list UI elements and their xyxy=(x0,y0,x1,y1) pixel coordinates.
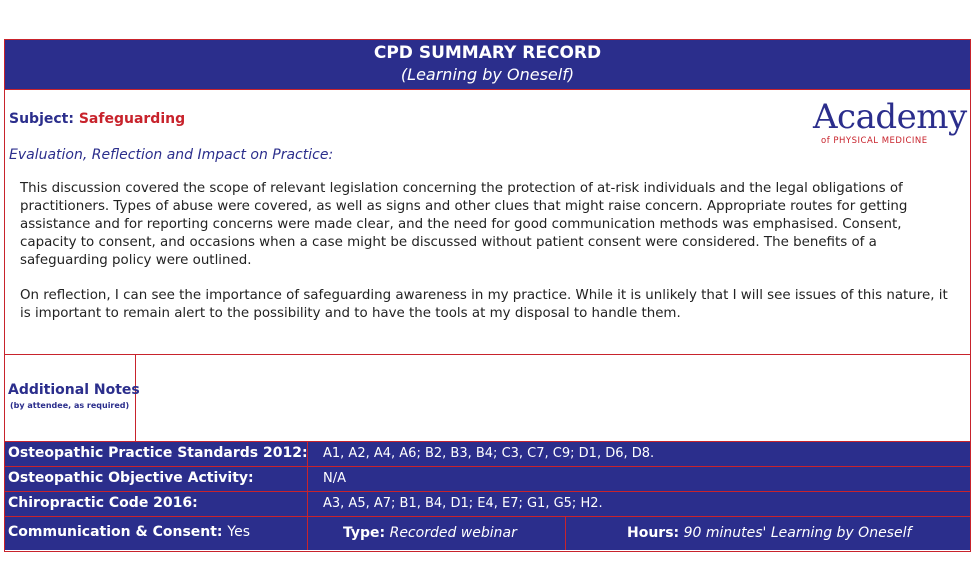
subject-line xyxy=(9,111,185,127)
type-value: Recorded webinar xyxy=(389,525,517,541)
standards-row-osteopathic-objective xyxy=(5,467,970,492)
hours-value: 90 minutes' Learning by Oneself xyxy=(683,525,912,541)
standards-label: Chiropractic Code 2016: xyxy=(8,495,198,511)
standards-value: N/A xyxy=(323,471,346,486)
hours-label: Hours: xyxy=(627,525,680,541)
logo-subtext: of PHYSICAL MEDICINE xyxy=(821,136,928,146)
additional-notes-row xyxy=(5,354,970,442)
standards-label: Osteopathic Practice Standards 2012: xyxy=(8,445,308,461)
additional-notes-field[interactable] xyxy=(136,355,970,441)
standards-row-osteopathic-practice xyxy=(5,442,970,467)
logo-word: Academy xyxy=(813,97,967,137)
hours-field xyxy=(627,525,911,541)
cpd-record xyxy=(4,39,971,552)
record-subtitle: (Learning by Oneself) xyxy=(400,65,575,84)
footer-row xyxy=(5,517,970,550)
subject-value: Safeguarding xyxy=(78,111,186,127)
record-title: CPD SUMMARY RECORD xyxy=(373,43,602,63)
subject-label: Subject: xyxy=(9,111,74,127)
type-label: Type: xyxy=(343,525,386,541)
record-header xyxy=(5,40,970,90)
standards-label: Osteopathic Objective Activity: xyxy=(8,470,254,486)
communication-consent-value: Yes xyxy=(227,524,251,540)
type-field xyxy=(343,525,517,541)
evaluation-paragraph-2: On reflection, I can see the importance of safeguarding awareness in my practice. While it is unlikely that I will see issues of this nature, it is important to remain alert to the possibility and to have the tools at my disposal to handle them. xyxy=(20,288,948,321)
standards-value: A1, A2, A4, A6; B2, B3, B4; C3, C7, C9; D1, D6, D8. xyxy=(323,446,655,461)
communication-consent-label: Communication & Consent: xyxy=(8,524,223,540)
evaluation-paragraph-1: This discussion covered the scope of relevant legislation concerning the protection of at-risk individuals and the legal obligations of practitioners. Types of abuse were covered, as well as signs and other clues that might raise concern. Appropriate routes for getting assistance and for reporting concerns were made clear, and the need for good communication methods was emphasised. Consent, capacity to consent, and occasions when a case might be discussed without patient consent were considered. The benefits of a safeguarding policy were outlined. xyxy=(20,181,908,268)
evaluation-heading: Evaluation, Reflection and Impact on Practice: xyxy=(9,147,334,163)
additional-notes-label: Additional Notes xyxy=(8,382,140,398)
evaluation-body xyxy=(20,180,955,340)
additional-notes-label-cell xyxy=(5,355,140,441)
communication-consent xyxy=(8,524,250,540)
additional-notes-sublabel: (by attendee, as required) xyxy=(10,401,130,410)
standards-row-chiropractic-code xyxy=(5,492,970,517)
standards-value: A3, A5, A7; B1, B4, D1; E4, E7; G1, G5; H2. xyxy=(323,496,603,511)
academy-logo xyxy=(813,95,967,146)
